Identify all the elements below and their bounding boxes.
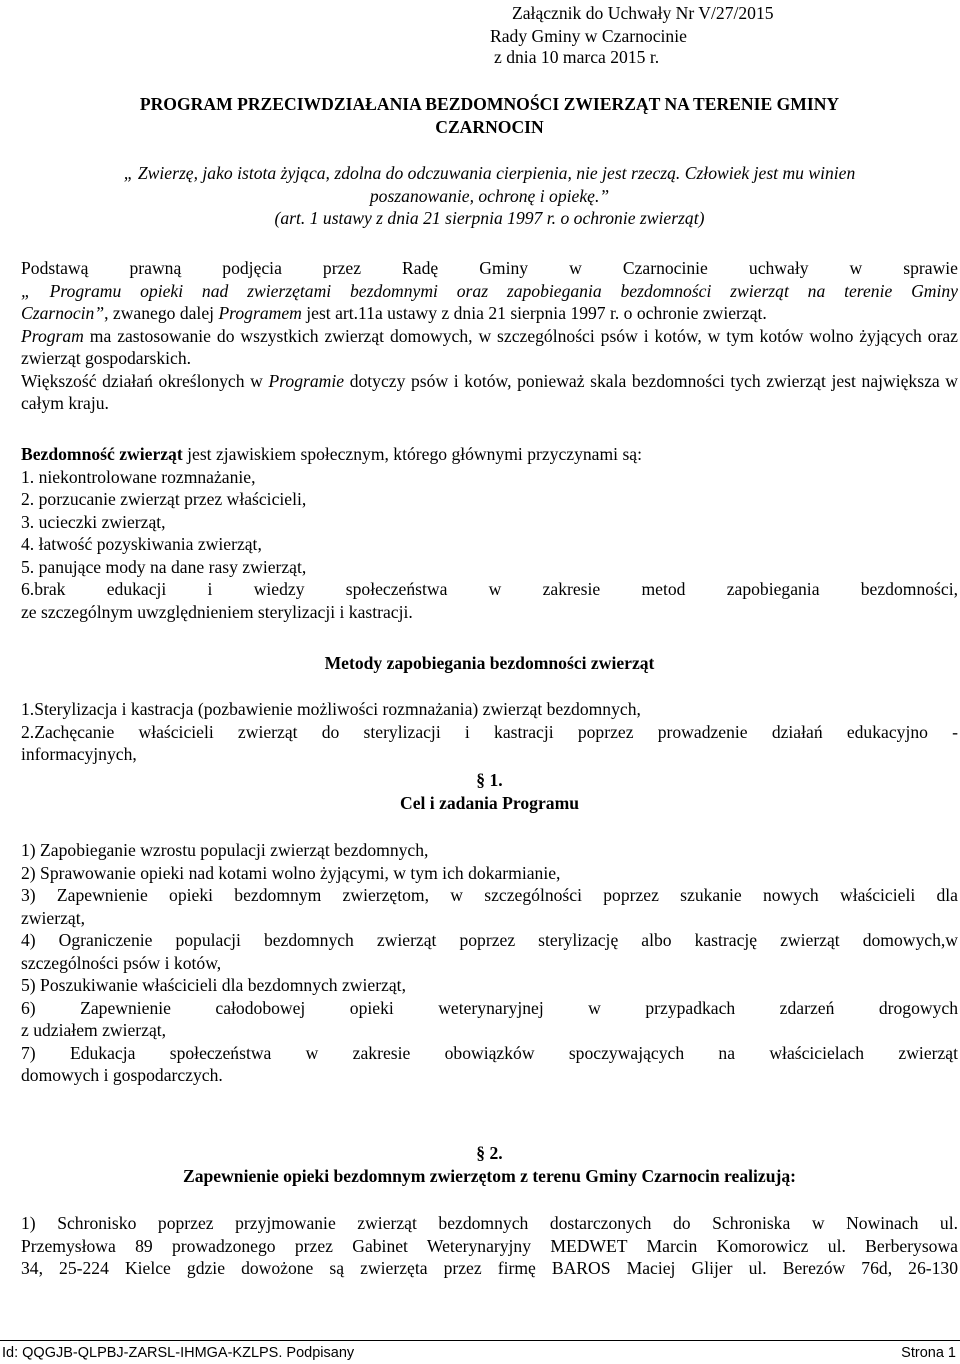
section-1-list (21, 839, 958, 1087)
header-line-1: Załącznik do Uchwały Nr V/27/2015 (512, 3, 774, 23)
intro-p1-line-b: „ Programu opieki nad zwierzętami bezdomnymi oraz zapobiegania bezdomności zwierząt na terenie Gminy (21, 280, 958, 301)
methods-list (21, 698, 958, 766)
intro-p3-programie: Programie (268, 370, 345, 391)
motto-quote (21, 162, 958, 230)
intro-programem: Programem (218, 303, 302, 323)
causes-lead (21, 443, 958, 466)
goal-item: 4) Ograniczenie populacji bezdomnych zwierząt poprzez sterylizację albo kastrację zwierząt domowych,w (21, 930, 958, 950)
cause-item: 2. porzucanie zwierząt przez właścicieli, (21, 489, 307, 509)
section-2-line-c: 34, 25-224 Kielce gdzie dowożone są zwierzęta przez firmę BAROS Maciej Glijer ul. Berezów 76d, 26-130 (21, 1258, 958, 1278)
goal-item: 2) Sprawowanie opieki nad kotami wolno żyjącymi, w tym ich dokarmianie, (21, 862, 561, 883)
goal-item: szczególności psów i kotów, (21, 952, 222, 973)
intro-p3 (21, 370, 958, 415)
section-2-text (21, 1212, 958, 1280)
causes-section (21, 443, 958, 623)
section-2-line-a: 1) Schronisko poprzez przyjmowanie zwierząt bezdomnych dostarczonych do Schroniska w Nowinach ul. (21, 1213, 958, 1233)
goal-item: z udziałem zwierząt, (21, 1020, 167, 1040)
goal-item: domowych i gospodarczych. (21, 1065, 223, 1085)
intro-art: jest art.11a ustawy z dnia 21 sierpnia 1997 r. o ochronie zwierząt. (306, 303, 767, 323)
intro-p2-rest: ma zastosowanie do wszystkich zwierząt domowych, w szczególności psów i kotów, w tym kotów wolno żyjących oraz zwierząt gospodarskich. (21, 325, 958, 368)
intro-p2-program: Program (21, 325, 84, 346)
causes-lead-bold: Bezdomność zwierząt (21, 444, 183, 464)
intro-p2 (21, 325, 958, 370)
method-item-2-a: 2.Zachęcanie właścicieli zwierząt do sterylizacji i kastracji poprzez prowadzenie działań edukacyjno - (21, 721, 958, 742)
footer-divider (0, 1340, 960, 1341)
intro-p3-a: Większość działań określonych w (21, 370, 263, 391)
footer-page-number: Strona 1 (901, 1345, 956, 1361)
intro-section (21, 257, 958, 415)
intro-p1-line-a: Podstawą prawną podjęcia przez Radę Gminy w Czarnocinie uchwały w sprawie (21, 258, 958, 278)
method-item-2-b: informacyjnych, (21, 744, 137, 764)
section-2-heading: Zapewnienie opieki bezdomnym zwierzętom z terenu Gminy Czarnocin realizują: (182, 1166, 797, 1186)
intro-czarnocin: Czarnocin” (21, 303, 105, 323)
goal-item: 3) Zapewnienie opieki bezdomnym zwierzętom, w szczególności poprzez szukanie nowych właścicieli dla (21, 885, 958, 905)
footer-document-id: Id: QQGJB-QLPBJ-ZARSL-IHMGA-KZLPS. Podpisany (2, 1345, 355, 1361)
method-item-1: 1.Sterylizacja i kastracja (pozbawienie możliwości rozmnażania) zwierząt bezdomnych, (21, 699, 641, 719)
cause-item: 3. ucieczki zwierząt, (21, 511, 166, 532)
header-line-3: z dnia 10 marca 2015 r. (494, 47, 660, 67)
cause-item: 1. niekontrolowane rozmnażanie, (21, 466, 256, 487)
intro-p3-b: dotyczy psów i kotów, ponieważ skala bezdomności tych zwierząt jest największa w całym kraju. (21, 370, 959, 413)
section-1-number: § 1. (476, 770, 503, 790)
goal-item: 7) Edukacja społeczeństwa w zakresie obowiązków spoczywających na właścicielach zwierząt (21, 1042, 958, 1063)
cause-item: ze szczególnym uwzględnieniem sterylizacji i kastracji. (21, 601, 413, 622)
goal-item: 6) Zapewnienie całodobowej opieki weterynaryjnej w przypadkach zdarzeń drogowych (21, 997, 958, 1018)
title-line-1: PROGRAM PRZECIWDZIAŁANIA BEZDOMNOŚCI ZWIERZĄT NA TERENIE GMINY (139, 94, 840, 114)
section-2-number: § 2. (476, 1143, 503, 1163)
goal-item: 5) Poszukiwanie właścicieli dla bezdomnych zwierząt, (21, 975, 406, 995)
motto-line-3: (art. 1 ustawy z dnia 21 sierpnia 1997 r. o ochronie zwierząt) (274, 208, 705, 228)
section-1-heading: Cel i zadania Programu (399, 793, 580, 813)
header-line-2: Rady Gminy w Czarnocinie (490, 26, 687, 46)
motto-line-2: poszanowanie, ochronę i opiekę.” (369, 185, 610, 206)
cause-item: 5. panujące mody na dane rasy zwierząt, (21, 556, 307, 577)
causes-lead-rest: jest zjawiskiem społecznym, którego głównymi przyczynami są: (187, 444, 643, 464)
title-line-2: CZARNOCIN (435, 116, 544, 137)
motto-line-1: „ Zwierzę, jako istota żyjąca, zdolna do odczuwania cierpienia, nie jest rzeczą. Człowiek jest mu winien (123, 163, 856, 183)
document-title (21, 93, 958, 138)
methods-heading: Metody zapobiegania bezdomności zwierząt (324, 653, 655, 673)
cause-item: 6.brak edukacji i wiedzy społeczeństwa w zakresie metod zapobiegania bezdomności, (21, 579, 958, 599)
cause-item: 4. łatwość pozyskiwania zwierząt, (21, 534, 262, 554)
intro-p1-line-c (21, 302, 958, 325)
intro-zwanego: , zwanego dalej (104, 303, 215, 323)
goal-item: 1) Zapobieganie wzrostu populacji zwierząt bezdomnych, (21, 840, 429, 860)
section-2-line-b: Przemysłowa 89 prowadzonego przez Gabinet Weterynaryjny MEDWET Marcin Komorowicz ul. Berberysowa (21, 1235, 958, 1256)
goal-item: zwierząt, (21, 907, 85, 928)
